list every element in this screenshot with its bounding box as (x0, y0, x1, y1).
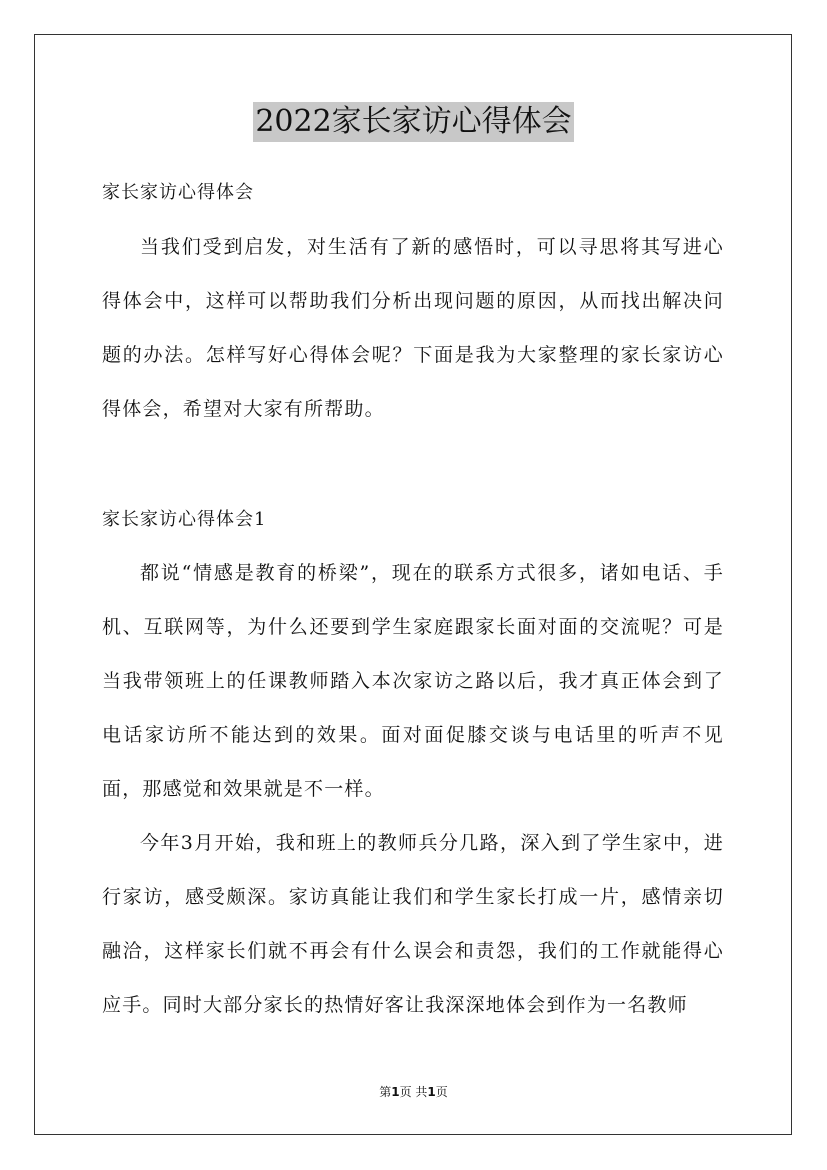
footer-page-total: 1 (427, 1085, 436, 1099)
footer-page-mid: 页 共 (399, 1085, 428, 1099)
title-container (0, 102, 827, 142)
section1-paragraph-2: 今年3月开始，我和班上的教师兵分几路，深入到了学生家中，进行家访，感受颇深。家访真能让我们和学生家长打成一片，感情亲切融洽，这样家长们就不再会有什么误会和责怨，我们的工作就能得心应手。同时大部分家长的热情好客让我深深地体会到作为一名教师 (102, 832, 724, 1016)
footer-page-prefix: 第 (379, 1085, 392, 1099)
section1-paragraph-1: 都说“情感是教育的桥梁”，现在的联系方式很多，诸如电话、手机、互联网等，为什么还要到学生家庭跟家长面对面的交流呢？可是当我带领班上的任课教师踏入本次家访之路以后，我才真正体会到了电话家访所不能达到的效果。面对面促膝交谈与电话里的听声不见面，那感觉和效果就是不一样。 (102, 562, 724, 800)
footer-page-suffix: 页 (435, 1085, 448, 1099)
footer-page-current: 1 (391, 1085, 400, 1099)
document-title: 2022家长家访心得体会 (253, 102, 573, 142)
page-footer (0, 1084, 827, 1100)
subtitle-heading: 家长家访心得体会 (102, 182, 254, 203)
section-heading-1: 家长家访心得体会1 (102, 509, 267, 530)
intro-paragraph: 当我们受到启发，对生活有了新的感悟时，可以寻思将其写进心得体会中，这样可以帮助我们分析出现问题的原因，从而找出解决问题的办法。怎样写好心得体会呢？下面是我为大家整理的家长家访心得体会，希望对大家有所帮助。 (102, 236, 724, 420)
